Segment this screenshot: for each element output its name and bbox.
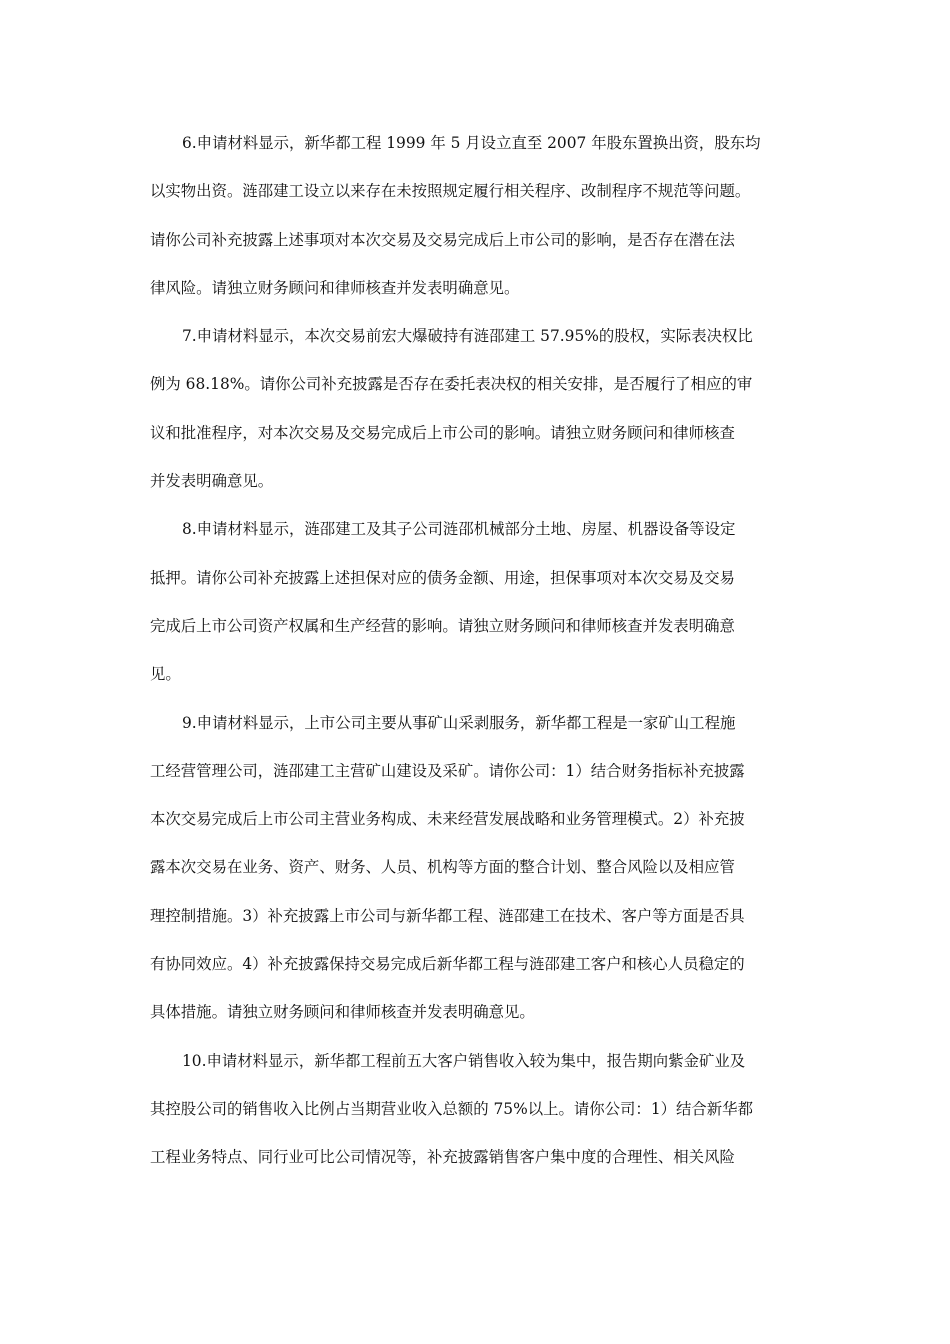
paragraph-item-9 bbox=[150, 699, 800, 1037]
paragraph-item-10 bbox=[150, 1037, 800, 1182]
text-line: 完成后上市公司资产权属和生产经营的影响。请独立财务顾问和律师核查并发表明确意 bbox=[150, 616, 735, 635]
text-line: 本次交易完成后上市公司主营业务构成、未来经营发展战略和业务管理模式。2）补充披 bbox=[150, 810, 745, 829]
paragraph-item-8 bbox=[150, 505, 800, 698]
text-line: 以实物出资。涟邵建工设立以来存在未按照规定履行相关程序、改制程序不规范等问题。 bbox=[150, 182, 751, 201]
text-line: 露本次交易在业务、资产、财务、人员、机构等方面的整合计划、整合风险以及相应管 bbox=[150, 858, 735, 877]
text-line: 7.申请材料显示，本次交易前宏大爆破持有涟邵建工 57.95%的股权，实际表决权比 bbox=[182, 327, 753, 346]
text-line: 具体措施。请独立财务顾问和律师核查并发表明确意见。 bbox=[150, 1003, 535, 1022]
text-line: 见。 bbox=[150, 665, 181, 684]
text-line: 其控股公司的销售收入比例占当期营业收入总额的 75%以上。请你公司：1）结合新华都 bbox=[150, 1099, 753, 1118]
text-line: 例为 68.18%。请你公司补充披露是否存在委托表决权的相关安排，是否履行了相应的审 bbox=[150, 375, 753, 394]
paragraph-item-6 bbox=[150, 119, 800, 312]
document-body bbox=[150, 119, 800, 1182]
text-line: 9.申请材料显示，上市公司主要从事矿山采剥服务，新华都工程是一家矿山工程施 bbox=[182, 713, 736, 732]
paragraph-item-7 bbox=[150, 312, 800, 505]
text-line: 工经营管理公司，涟邵建工主营矿山建设及采矿。请你公司：1）结合财务指标补充披露 bbox=[150, 761, 745, 780]
text-line: 8.申请材料显示，涟邵建工及其子公司涟邵机械部分土地、房屋、机器设备等设定 bbox=[182, 520, 736, 539]
text-line: 议和批准程序，对本次交易及交易完成后上市公司的影响。请独立财务顾问和律师核查 bbox=[150, 423, 735, 442]
text-line: 有协同效应。4）补充披露保持交易完成后新华都工程与涟邵建工客户和核心人员稳定的 bbox=[150, 955, 745, 974]
text-line: 请你公司补充披露上述事项对本次交易及交易完成后上市公司的影响，是否存在潜在法 bbox=[150, 230, 735, 249]
text-line: 6.申请材料显示，新华都工程 1999 年 5 月设立直至 2007 年股东置换出资，股东均 bbox=[182, 134, 761, 152]
text-line: 抵押。请你公司补充披露上述担保对应的债务金额、用途，担保事项对本次交易及交易 bbox=[150, 568, 735, 587]
text-line: 10.申请材料显示，新华都工程前五大客户销售收入较为集中，报告期向紫金矿业及 bbox=[182, 1051, 746, 1070]
text-line: 理控制措施。3）补充披露上市公司与新华都工程、涟邵建工在技术、客户等方面是否具 bbox=[150, 906, 745, 925]
text-line: 律风险。请独立财务顾问和律师核查并发表明确意见。 bbox=[150, 278, 520, 297]
text-line: 并发表明确意见。 bbox=[150, 472, 274, 491]
text-line: 工程业务特点、同行业可比公司情况等，补充披露销售客户集中度的合理性、相关风险 bbox=[150, 1148, 735, 1167]
